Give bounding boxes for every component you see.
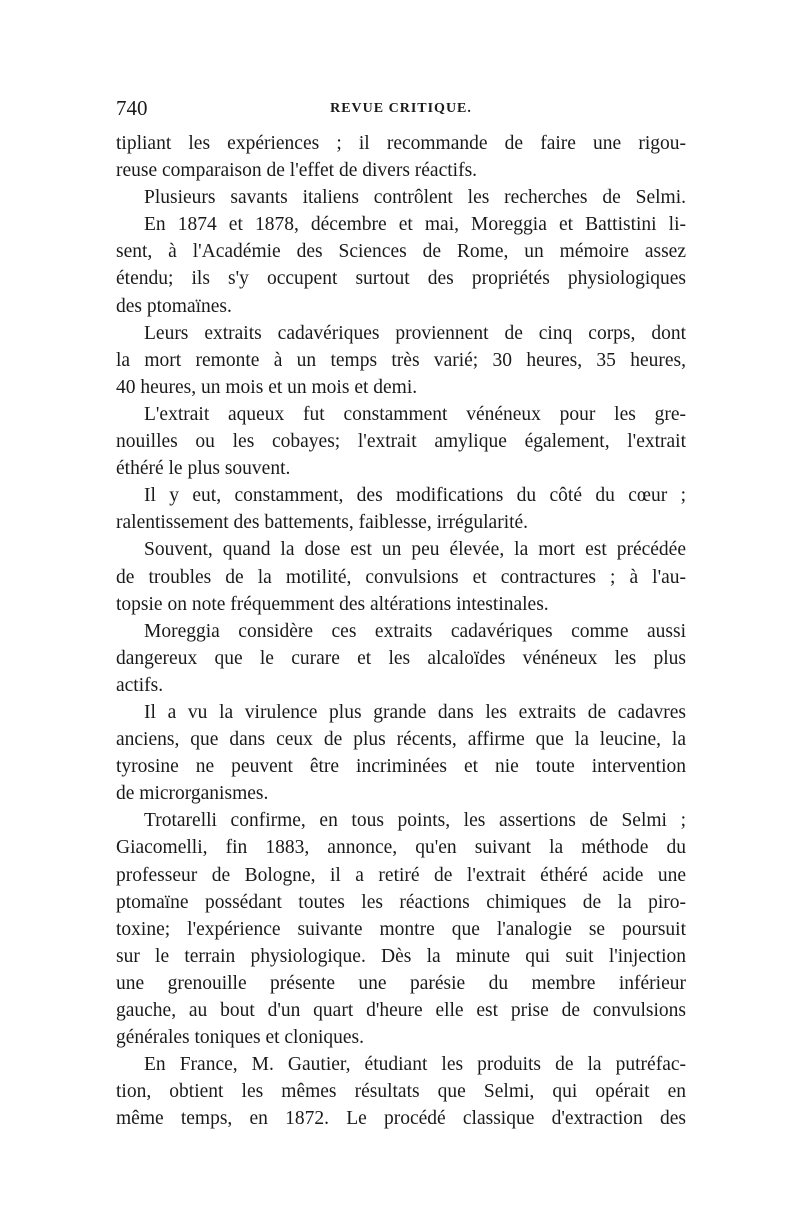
text-line: la mort remonte à un temps très varié; 30 heures, 35 heures, <box>116 349 686 371</box>
text-line: ralentissement des battements, faiblesse, irrégularité. <box>116 512 529 534</box>
text-line: tion, obtient les mêmes résultats que Selmi, qui opérait en <box>116 1081 686 1103</box>
text-line: nouilles ou les cobayes; l'extrait amylique également, l'extrait <box>116 431 686 453</box>
page-header <box>116 94 686 122</box>
text-line: tipliant les expériences ; il recommande de faire une rigou- <box>116 133 686 154</box>
text-line: Moreggia considère ces extraits cadavériques comme aussi <box>144 620 686 642</box>
text-line: sent, à l'Académie des Sciences de Rome, un mémoire assez <box>116 241 686 263</box>
text-line: sur le terrain physiologique. Dès la minute qui suit l'injection <box>116 945 686 967</box>
running-head: REVUE CRITIQUE. <box>330 101 472 116</box>
text-line: toxine; l'expérience suivante montre que l'analogie se poursuit <box>116 918 686 940</box>
text-line: topsie on note fréquemment des altérations intestinales. <box>116 593 549 615</box>
text-line: En 1874 et 1878, décembre et mai, Moreggia et Battistini li- <box>144 214 686 236</box>
text-line: tyrosine ne peuvent être incriminées et nie toute intervention <box>116 756 686 778</box>
text-line: dangereux que le curare et les alcaloïdes vénéneux les plus <box>116 647 686 669</box>
page-number: 740 <box>116 96 148 120</box>
body-text <box>116 130 686 1132</box>
text-line: Il a vu la virulence plus grande dans les extraits de cadavres <box>144 701 686 723</box>
text-line: Giacomelli, fin 1883, annonce, qu'en suivant la méthode du <box>116 837 686 859</box>
text-line: professeur de Bologne, il a retiré de l'extrait éthéré acide une <box>116 864 686 886</box>
text-line: éthéré le plus souvent. <box>116 458 291 480</box>
text-line: ptomaïne possédant toutes les réactions chimiques de la piro- <box>116 891 686 913</box>
text-line: actifs. <box>116 674 164 696</box>
text-line: de troubles de la motilité, convulsions et contractures ; à l'au- <box>116 566 686 588</box>
text-line: Plusieurs savants italiens contrôlent les recherches de Selmi. <box>144 187 686 209</box>
text-line: générales toniques et cloniques. <box>116 1027 365 1049</box>
text-line: de microrganismes. <box>116 783 269 805</box>
text-line: 40 heures, un mois et un mois et demi. <box>116 376 418 398</box>
text-line: une grenouille présente une parésie du membre inférieur <box>116 972 686 994</box>
text-line: Il y eut, constamment, des modifications du côté du cœur ; <box>144 485 686 507</box>
text-line: reuse comparaison de l'effet de divers réactifs. <box>116 160 478 182</box>
text-line: Trotarelli confirme, en tous points, les assertions de Selmi ; <box>144 810 686 832</box>
text-line: Leurs extraits cadavériques proviennent de cinq corps, dont <box>144 322 686 344</box>
text-line: L'extrait aqueux fut constamment vénéneux pour les gre- <box>144 403 686 425</box>
text-line: anciens, que dans ceux de plus récents, affirme que la leucine, la <box>116 729 686 751</box>
text-line: des ptomaïnes. <box>116 295 232 317</box>
text-line: gauche, au bout d'un quart d'heure elle est prise de convulsions <box>116 1000 686 1021</box>
text-line: En France, M. Gautier, étudiant les produits de la putréfac- <box>144 1054 686 1076</box>
text-line: étendu; ils s'y occupent surtout des propriétés physiologiques <box>116 268 686 290</box>
text-line: même temps, en 1872. Le procédé classique d'extraction des <box>116 1108 686 1130</box>
text-line: Souvent, quand la dose est un peu élevée, la mort est précédée <box>144 539 686 561</box>
